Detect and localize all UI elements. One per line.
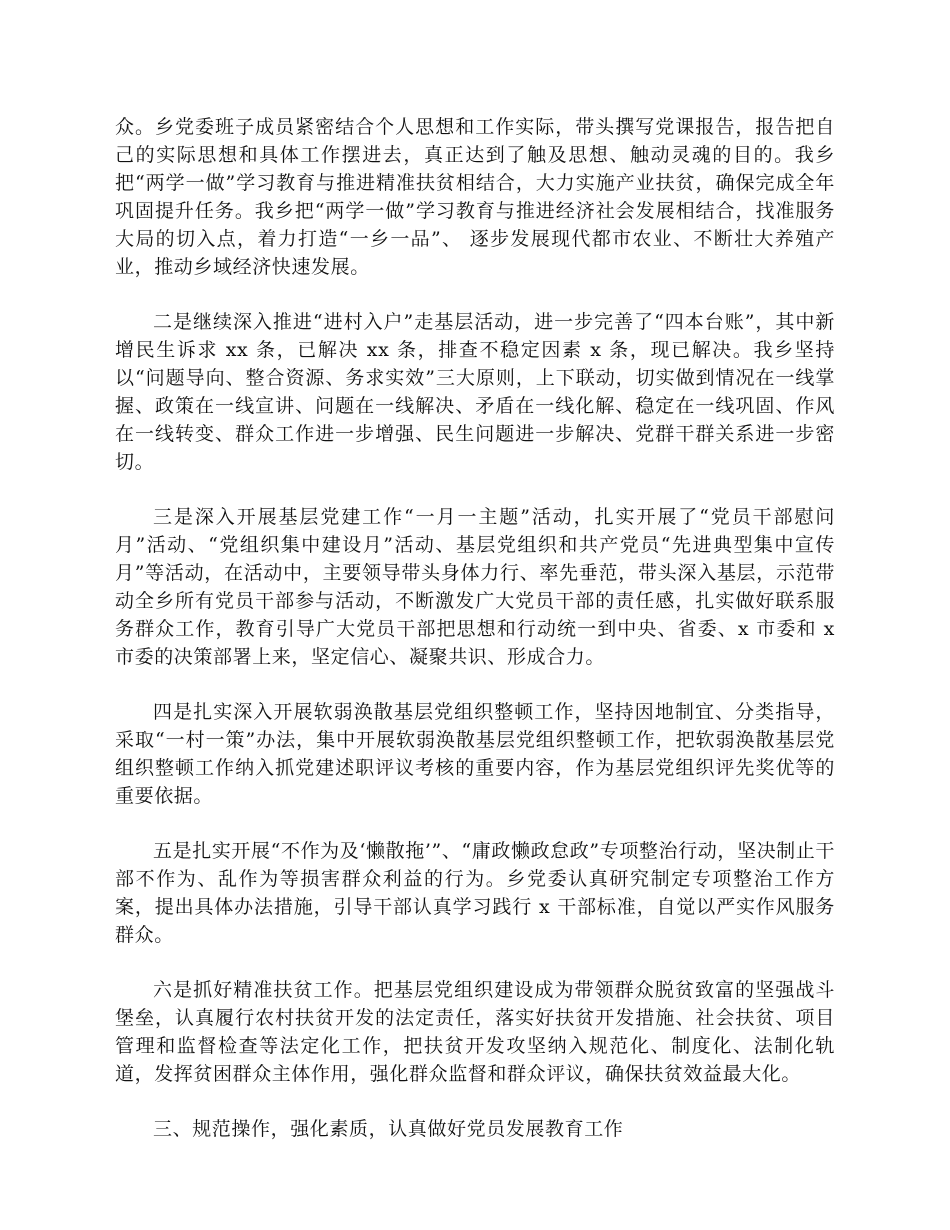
paragraph-continuation: 众。乡党委班子成员紧密结合个人思想和工作实际，带头撰写党课报告，报告把自己的实际思想和具体工作摆进去，真正达到了触及思想、触动灵魂的目的。我乡把“两学一做”学习教育与推进精准扶贫相结合，大力实施产业扶贫，确保完成全年巩固提升任务。我乡把“两学一做”学习教育与推进经济社会发展相结合，找准服务大局的切入点，着力打造“一乡一品”、 逐步发展现代都市农业、不断壮大养殖产业，推动乡域经济快速发展。 xyxy=(115,116,835,278)
paragraph-special-campaign: 五是扎实开展“不作为及‘懒散拖’”、“庸政懒政怠政”专项整治行动，坚决制止干部不作为、乱作为等损害群众利益的行为。乡党委认真研究制定专项整治工作方案，提出具体办法措施，引导干部认真学习践行 x 干部标准，自觉以严实作风服务群众。 xyxy=(115,840,835,946)
paragraph-monthly-theme: 三是深入开展基层党建工作“一月一主题”活动，扎实开展了“党员干部慰问月”活动、“党组织集中建设月”活动、基层党组织和共产党员“先进典型集中宣传月”等活动，在活动中，主要领导带头身体力行、率先垂范，带头深入基层，示范带动全乡所有党员干部参与活动，不断激发广大党员干部的责任感，扎实做好联系服务群众工作，教育引导广大党员干部把思想和行动统一到中央、省委、x 市委和 x 市委的决策部署上来，坚定信心、凝聚共识、形成合力。 xyxy=(115,506,835,668)
paragraph-visits: 二是继续深入推进“进村入户”走基层活动，进一步完善了“四本台账”，其中新增民生诉求 xx 条，已解决 xx 条，排查不稳定因素 x 条，现已解决。我乡坚持以“问题导向、整合资源、务求实效”三大原则，上下联动，切实做到情况在一线掌握、政策在一线宣讲、问题在一线解决、矛盾在一线化解、稳定在一线巩固、作风在一线转变、群众工作进一步增强、民生问题进一步解决、党群干群关系进一步密切。 xyxy=(115,311,835,473)
paragraph-poverty-alleviation: 六是抓好精准扶贫工作。把基层党组织建设成为带领群众脱贫致富的坚强战斗堡垒，认真履行农村扶贫开发的法定责任，落实好扶贫开发措施、社会扶贫、项目管理和监督检查等法定化工作，把扶贫开发攻坚纳入规范化、制度化、法制化轨道，发挥贫困群众主体作用，强化群众监督和群众评议，确保扶贫效益最大化。 xyxy=(115,979,835,1085)
paragraph-rectification: 四是扎实深入开展软弱涣散基层党组织整顿工作，坚持因地制宜、分类指导，采取“一村一策”办法，集中开展软弱涣散基层党组织整顿工作，把软弱涣散基层党组织整顿工作纳入抓党建述职评议考核的重要内容，作为基层党组织评先奖优等的重要依据。 xyxy=(115,701,835,807)
section-heading: 三、规范操作，强化素质，认真做好党员发展教育工作 xyxy=(153,1118,624,1140)
